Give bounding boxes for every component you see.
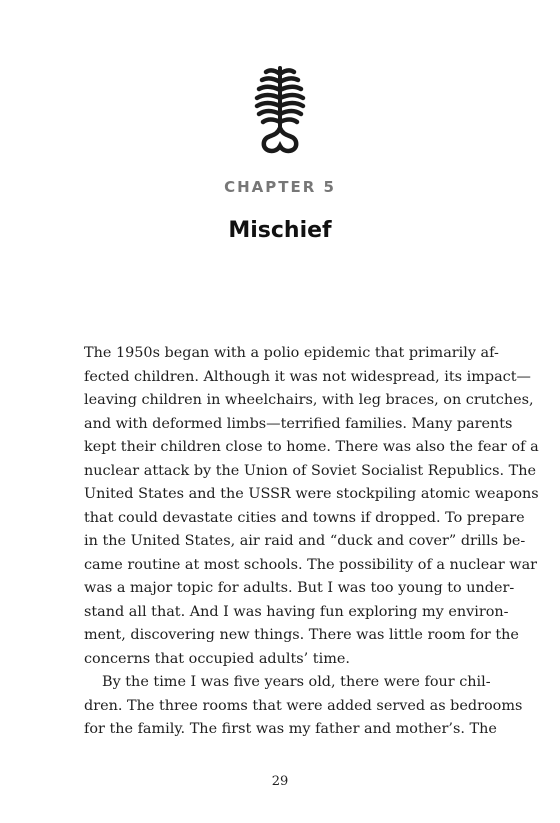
text-line: ment, discovering new things. There was little room for the [84, 627, 519, 643]
text-line: stand all that. And I was having fun exploring my environ- [84, 603, 509, 620]
text-line: dren. The three rooms that were added served as bedrooms [84, 697, 523, 714]
page-number: 29 [271, 774, 289, 789]
text-line: came routine at most schools. The possibility of a nuclear war [84, 556, 538, 573]
text-line: that could devastate cities and towns if dropped. To prepare [84, 509, 525, 526]
text-line: fected children. Although it was not widespread, its impact— [84, 368, 531, 385]
text-line: The 1950s began with a polio epidemic that primarily af- [84, 345, 499, 361]
text-line: for the family. The first was my father and mother’s. The [84, 721, 497, 737]
text-line: nuclear attack by the Union of Soviet Socialist Republics. The [84, 462, 537, 479]
text-line: United States and the USSR were stockpiling atomic weapons [84, 486, 539, 502]
chapter-title: Mischief [228, 218, 332, 243]
adinkra-fern-icon [250, 62, 310, 158]
text-line: By the time I was five years old, there were four chil- [102, 674, 491, 690]
text-line: and with deformed limbs—terrified families. Many parents [84, 415, 513, 432]
text-line: leaving children in wheelchairs, with leg braces, on crutches, [84, 392, 534, 408]
body-text [84, 342, 539, 742]
text-line: in the United States, air raid and “duck and cover” drills be- [84, 533, 526, 549]
text-line: kept their children close to home. There was also the fear of a [84, 439, 539, 455]
chapter-label: CHAPTER 5 [224, 178, 336, 196]
text-line: was a major topic for adults. But I was too young to under- [84, 580, 515, 596]
text-line: concerns that occupied adults’ time. [84, 650, 350, 667]
